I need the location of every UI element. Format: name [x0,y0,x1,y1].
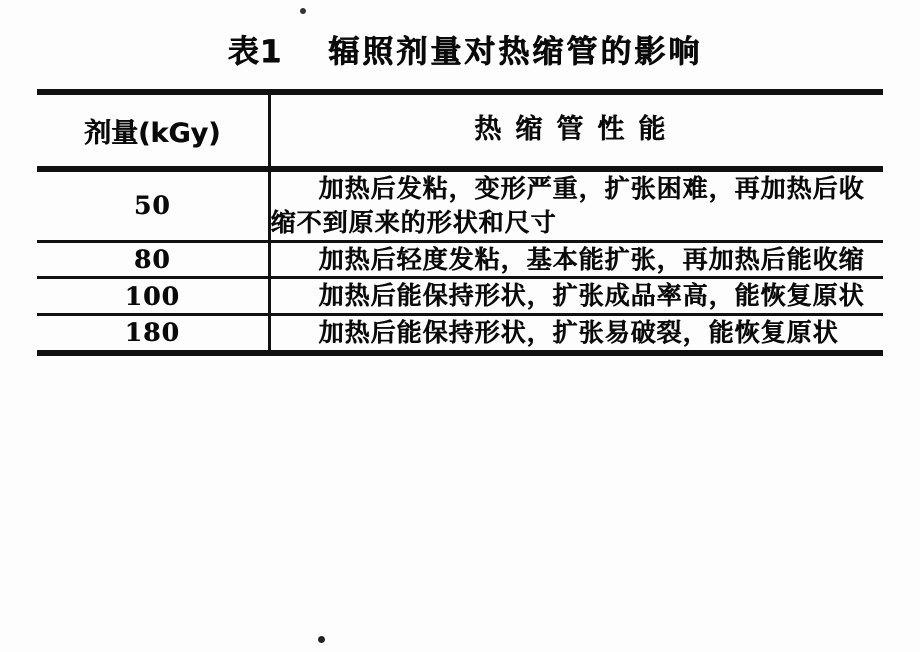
table-caption [0,0,920,71]
cell-performance: 加热后能保持形状，扩张易破裂，能恢复原状 [318,318,839,347]
column-header-performance: 热缩管性能 [474,114,680,146]
cell-performance: 加热后轻度发粘，基本能扩张，再加热后能收缩 [318,244,865,274]
cell-performance: 加热后发粘，变形严重，扩张困难，再加热后收缩不到原来的形状和尺寸 [270,174,865,237]
table-bottom-rule [37,350,883,356]
table-container [37,89,883,356]
table-row [37,243,883,277]
cell-dose: 180 [37,316,269,350]
cell-dose: 50 [37,172,269,240]
table-row [37,316,883,350]
cell-dose: 100 [37,279,269,313]
table-row [37,172,883,240]
table-header-row [37,95,883,166]
cell-performance: 加热后能保持形状，扩张成品率高，能恢复原状 [318,281,865,311]
column-header-dose: 剂量(kGy) [37,95,269,166]
irradiation-dose-table [37,95,883,350]
table-number-label: 表1 [227,34,283,70]
table-title-text: 辐照剂量对热缩管的影响 [328,34,703,70]
scan-artifact-dot-top [300,8,306,14]
table-row [37,279,883,313]
scan-artifact-dot-bottom [318,636,325,643]
cell-dose: 80 [37,243,269,277]
